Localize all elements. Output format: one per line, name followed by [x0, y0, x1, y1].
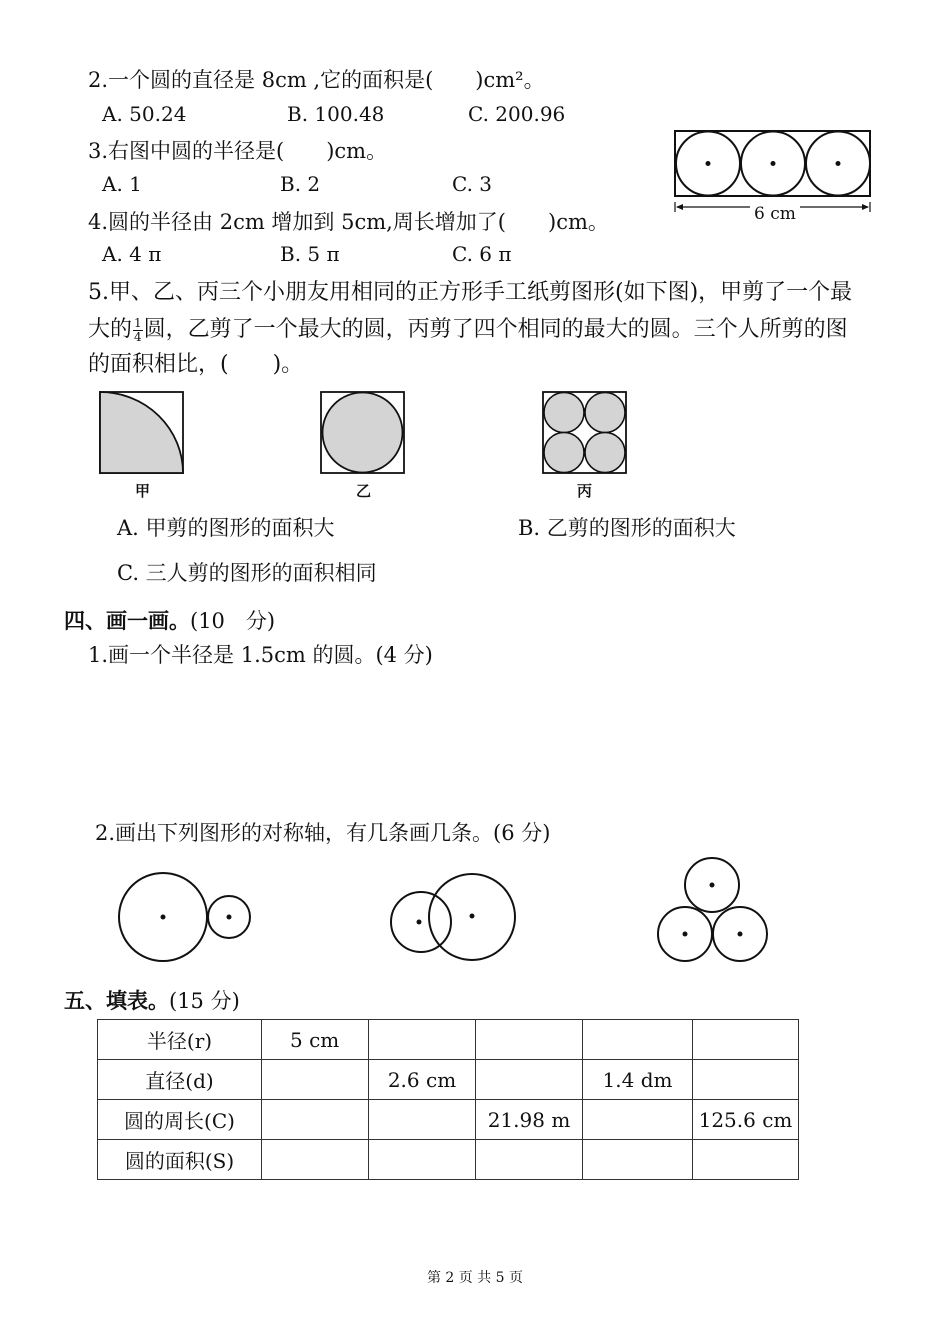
- table-cell[interactable]: [262, 1060, 369, 1100]
- figure-yi-full-circle: [319, 390, 407, 476]
- symmetry-figure-3: [654, 855, 770, 965]
- table-cell[interactable]: [369, 1100, 476, 1140]
- section4-q2: 2.画出下列图形的对称轴，有几条画几条。(6 分): [95, 821, 551, 845]
- table-cell[interactable]: 125.6 cm: [693, 1100, 799, 1140]
- q3-text: 3.右图中圆的半径是( )cm。: [88, 139, 388, 163]
- table-cell[interactable]: 21.98 m: [476, 1100, 583, 1140]
- q2-option-a: A. 50.24: [102, 102, 187, 126]
- symmetry-figure-1: [116, 870, 256, 966]
- q4-option-c: C. 6 π: [452, 242, 512, 266]
- section5-heading: 五、填表。(15 分): [64, 988, 240, 1013]
- q4-text: 4.圆的半径由 2cm 增加到 5cm,周长增加了( )cm。: [88, 210, 609, 234]
- q2-option-c: C. 200.96: [468, 102, 566, 126]
- q5-option-a: A. 甲剪的图形的面积大: [117, 516, 335, 540]
- table-row: [98, 1020, 799, 1060]
- table-cell[interactable]: [476, 1140, 583, 1180]
- page-footer: 第 2 页 共 5 页: [426, 1270, 524, 1286]
- q5-option-b: B. 乙剪的图形的面积大: [518, 516, 736, 540]
- table-cell[interactable]: [583, 1140, 693, 1180]
- table-cell[interactable]: [369, 1140, 476, 1180]
- symmetry-figure-2: [388, 870, 518, 966]
- table-cell[interactable]: [476, 1020, 583, 1060]
- table-cell[interactable]: [693, 1140, 799, 1180]
- q5-line2: 大的 $\frac{1}{4}$ 圆，乙剪了一个最大的圆，丙剪了四个相同的最大的圆。三个人所剪的图: [88, 315, 848, 344]
- table-cell[interactable]: [583, 1100, 693, 1140]
- caption-bing: 丙: [577, 482, 593, 500]
- q2-option-b: B. 100.48: [287, 102, 385, 126]
- table-cell[interactable]: [262, 1100, 369, 1140]
- table-cell[interactable]: 5 cm: [262, 1020, 369, 1060]
- table-cell[interactable]: [693, 1020, 799, 1060]
- table-row: [98, 1060, 799, 1100]
- circle-fill-table: [97, 1019, 799, 1180]
- table-cell[interactable]: [369, 1020, 476, 1060]
- q5-line1: 5.甲、乙、丙三个小朋友用相同的正方形手工纸剪图形(如下图)，甲剪了一个最: [88, 280, 853, 305]
- row-header: 半径(r): [98, 1020, 262, 1060]
- figure-jia-quarter-circle: [98, 390, 186, 476]
- row-header: 直径(d): [98, 1060, 262, 1100]
- q4-option-b: B. 5 π: [280, 242, 340, 266]
- table-cell[interactable]: 1.4 dm: [583, 1060, 693, 1100]
- figure-bing-four-circles: [541, 390, 629, 476]
- q5-option-c: C. 三人剪的图形的面积相同: [117, 561, 377, 585]
- table-cell[interactable]: 2.6 cm: [369, 1060, 476, 1100]
- q3-option-c: C. 3: [452, 172, 493, 196]
- q3-option-b: B. 2: [280, 172, 321, 196]
- section4-q1: 1.画一个半径是 1.5cm 的圆。(4 分): [88, 643, 433, 667]
- figure-width-label: 6 cm: [750, 206, 800, 223]
- fraction-one-quarter: $\frac{1}{4}$: [134, 315, 142, 344]
- table-row: [98, 1140, 799, 1180]
- table-cell[interactable]: [476, 1060, 583, 1100]
- row-header: 圆的面积(S): [98, 1140, 262, 1180]
- q2-text: 2.一个圆的直径是 8cm ,它的面积是( )cm²。: [88, 68, 545, 92]
- q4-option-a: A. 4 π: [102, 242, 162, 266]
- section4-heading: 四、画一画。(10 分): [64, 608, 276, 633]
- caption-jia: 甲: [135, 482, 151, 500]
- row-header: 圆的周长(C): [98, 1100, 262, 1140]
- table-cell[interactable]: [262, 1140, 369, 1180]
- table-row: [98, 1100, 799, 1140]
- q5-line3: 的面积相比，( )。: [88, 352, 304, 377]
- table-cell[interactable]: [583, 1020, 693, 1060]
- table-cell[interactable]: [693, 1060, 799, 1100]
- q3-option-a: A. 1: [102, 172, 142, 196]
- caption-yi: 乙: [356, 482, 372, 500]
